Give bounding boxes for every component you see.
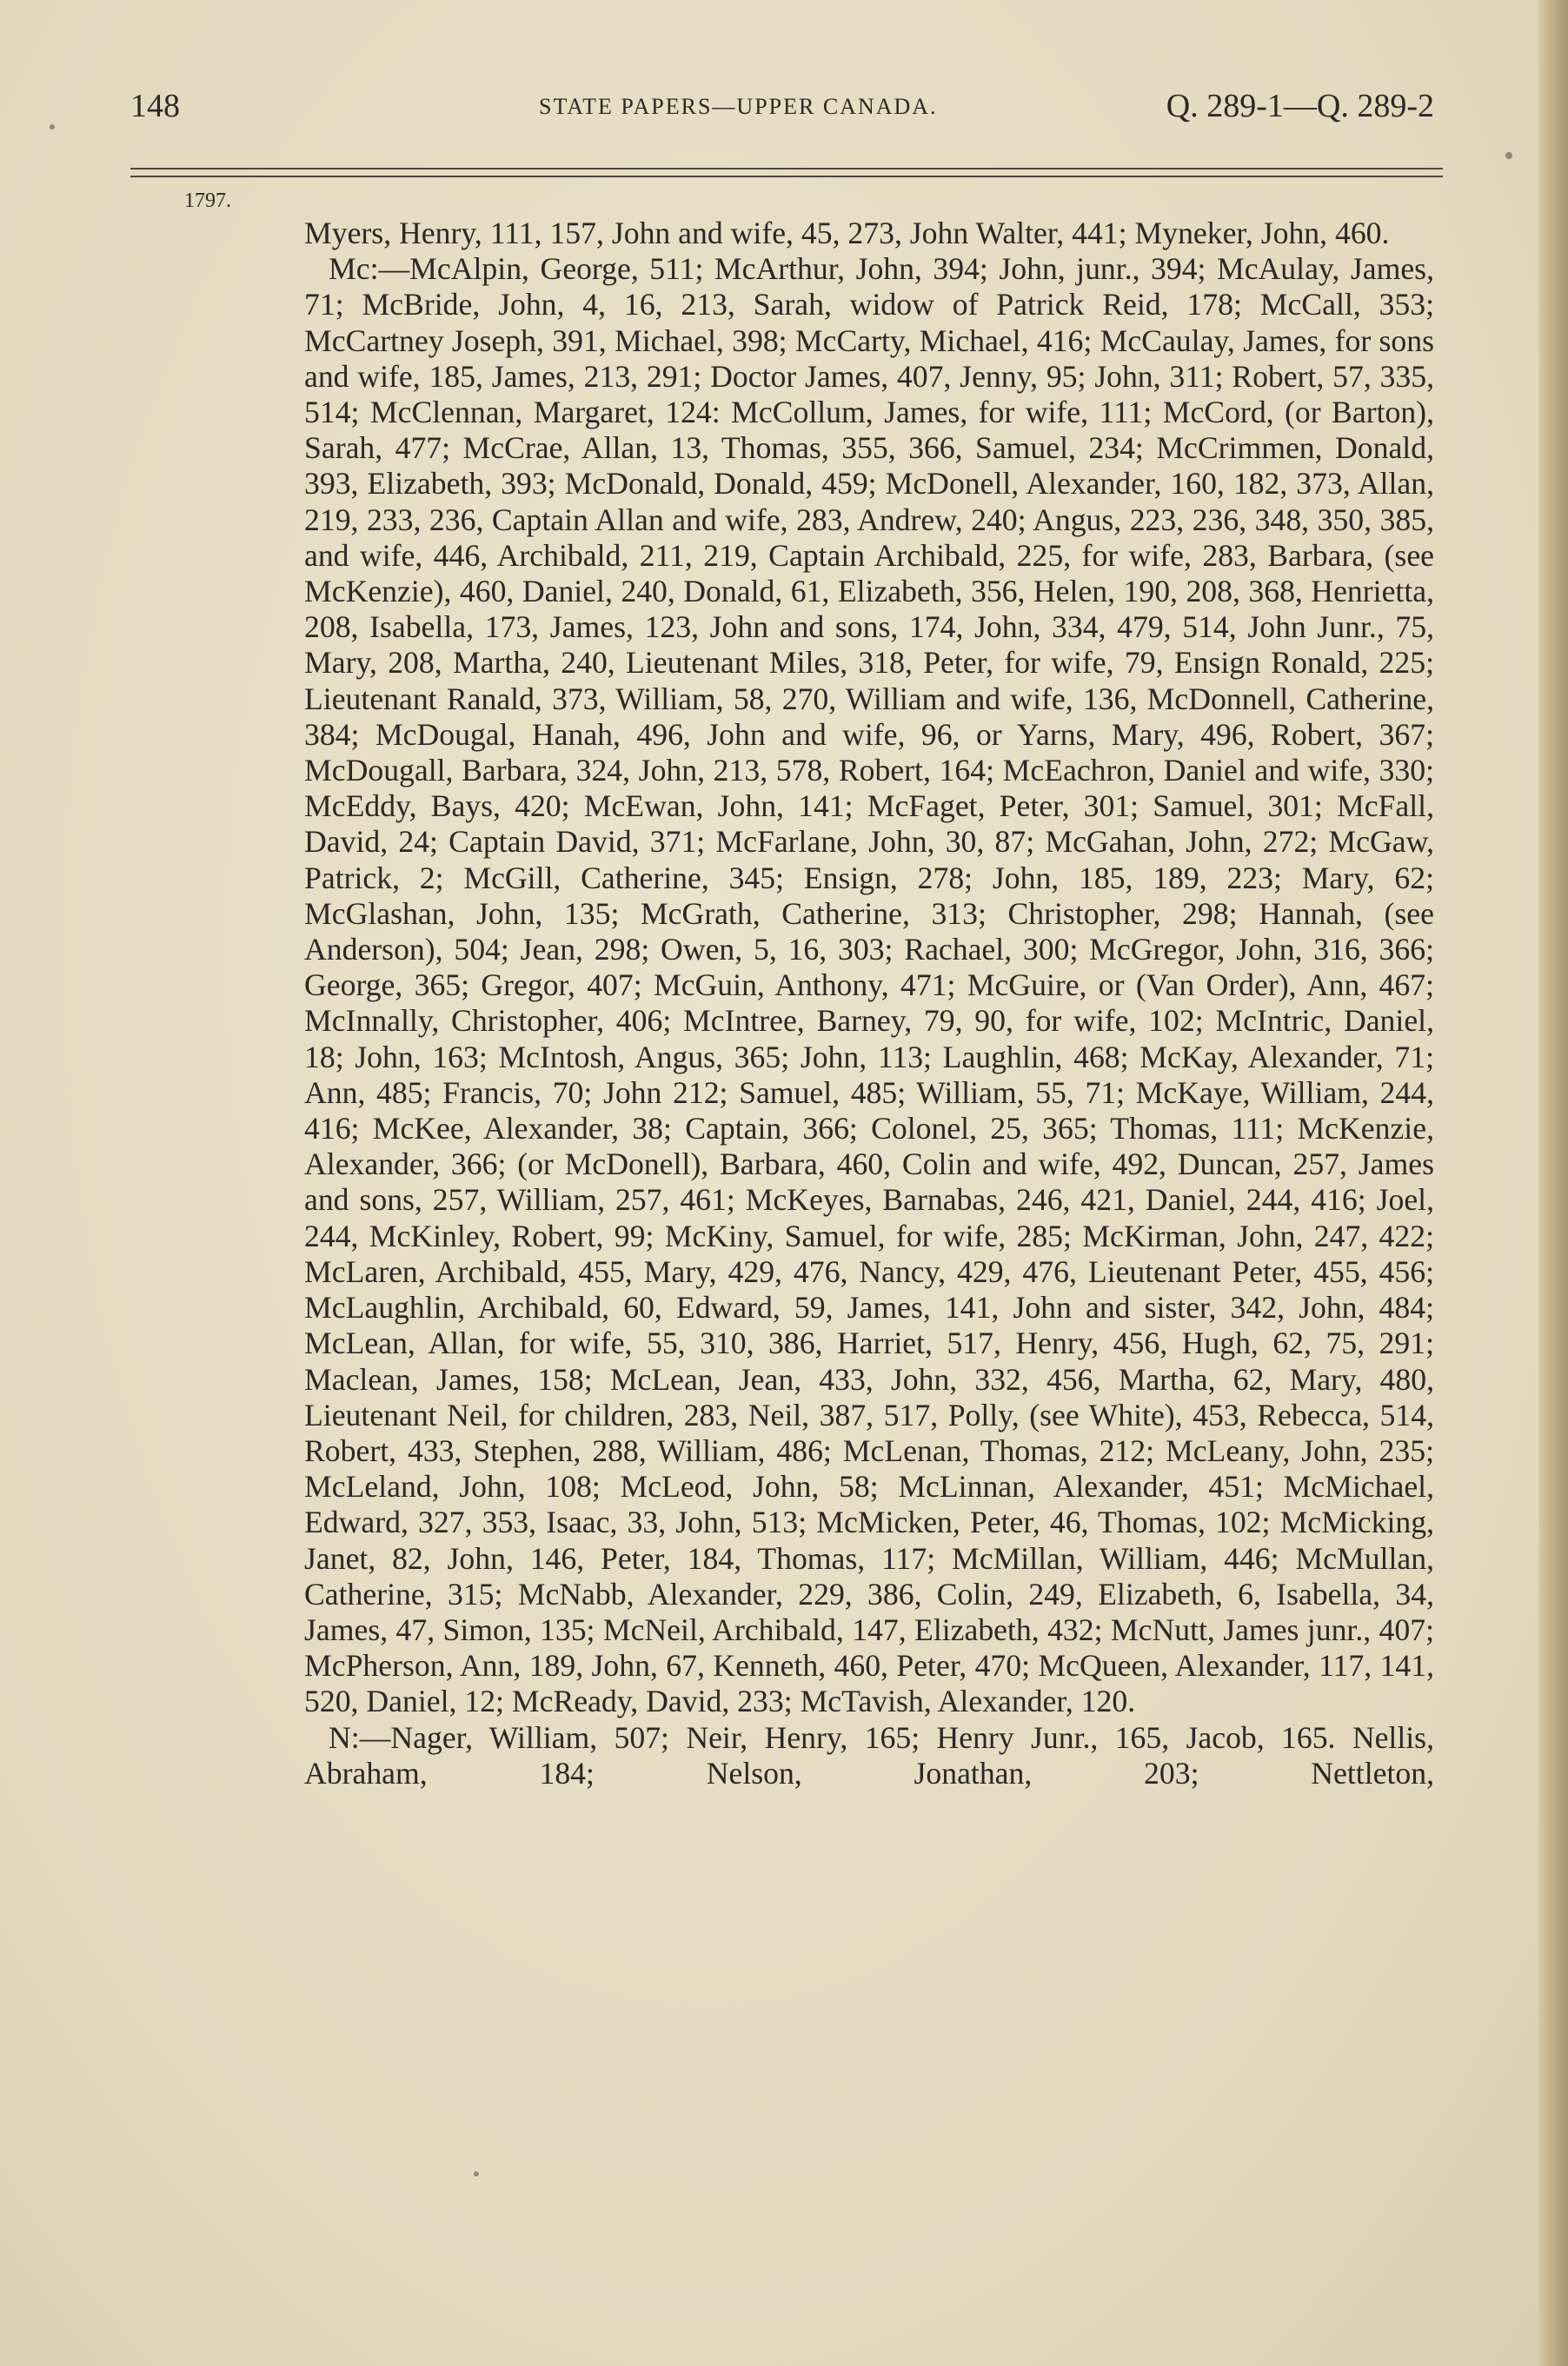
index-paragraph-n: N:—Nager, William, 507; Neir, Henry, 165; Henry Junr., 165, Jacob, 165. Nellis, Abraham, 184; Nelson, Jonathan, 203; Nettleton, (304, 1719, 1434, 1791)
page-number: 148 (130, 88, 180, 124)
paper-speck (50, 124, 55, 130)
paper-speck (474, 2171, 479, 2177)
page-header (130, 87, 1434, 139)
index-paragraph-mc: Mc:—McAlpin, George, 511; McArthur, John, 394; John, junr., 394; McAulay, James, 71; McBride, John, 4, 16, 213, Sarah, widow of Patrick Reid, 178; McCall, 353; McCartney Joseph, 391, Michael, 398; McCarty, Michael, 416; McCaulay, James, for sons and wife, 185, James, 213, 291; Doctor James, 407, Jenny, 95; John, 311; Robert, 57, 335, 514; McClennan, Margaret, 124: McCollum, James, for wife, 111; McCord, (or Barton), Sarah, 477; McCrae, Allan, 13, Thomas, 355, 366, Samuel, 234; McCrimmen, Donald, 393, Elizabeth, 393; McDonald, Donald, 459; McDonell, Alexander, 160, 182, 373, Allan, 219, 233, 236, Captain Allan and wife, 283, Andrew, 240; Angus, 223, 236, 348, 350, 385, and wife, 446, Archibald, 211, 219, Captain Archibald, 225, for wife, 283, Barbara, (see McKenzie), 460, Daniel, 240, Donald, 61, Elizabeth, 356, Helen, 190, 208, 368, Henrietta, 208, Isabella, 173, James, 123, John and sons, 174, John, 334, 479, 514, John Junr., 75, Mary, 208, Martha, 240, Lieutenant Miles, 318, Peter, for wife, 79, Ensign Ronald, 225; Lieutenant Ranald, 373, William, 58, 270, William and wife, 136, McDonnell, Catherine, 384; McDougal, Hanah, 496, John and wife, 96, or Yarns, Mary, 496, Robert, 367; McDougall, Barbara, 324, John, 213, 578, Robert, 164; McEachron, Daniel and wife, 330; McEddy, Bays, 420; McEwan, John, 141; McFaget, Peter, 301; Samuel, 301; McFall, David, 24; Captain David, 371; McFarlane, John, 30, 87; McGahan, John, 272; McGaw, Patrick, 2; McGill, Catherine, 345; Ensign, 278; John, 185, 189, 223; Mary, 62; McGlashan, John, 135; McGrath, Catherine, 313; Christopher, 298; Hannah, (see Anderson), 504; Jean, 298; Owen, 5, 16, 303; Rachael, 300; McGregor, John, 316, 366; George, 365; Gregor, 407; McGuin, Anthony, 471; McGuire, or (Van Order), Ann, 467; McInnally, Christopher, 406; McIntree, Barney, 79, 90, for wife, 102; McIntric, Daniel, 18; John, 163; McIntosh, Angus, 365; John, 113; Laughlin, 468; McKay, Alexander, 71; Ann, 485; Francis, 70; John 212; Samuel, 485; William, 55, 71; McKaye, William, 244, 416; McKee, Alexander, 38; Captain, 366; Colonel, 25, 365; Thomas, 111; McKenzie, Alexander, 366; (or McDonell), Barbara, 460, Colin and wife, 492, Duncan, 257, James and sons, 257, William, 257, 461; McKeyes, Barnabas, 246, 421, Daniel, 244, 416; Joel, 244, McKinley, Robert, 99; McKiny, Samuel, for wife, 285; McKirman, John, 247, 422; McLaren, Archibald, 455, Mary, 429, 476, Nancy, 429, 476, Lieutenant Peter, 455, 456; McLaughlin, Archibald, 60, Edward, 59, James, 141, John and sister, 342, John, 484; McLean, Allan, for wife, 55, 310, 386, Harriet, 517, Henry, 456, Hugh, 62, 75, 291; Maclean, James, 158; McLean, Jean, 433, John, 332, 456, Martha, 62, Mary, 480, Lieutenant Neil, for children, 283, Neil, 387, 517, Polly, (see White), 453, Rebecca, 514, Robert, 433, Stephen, 288, William, 486; McLenan, Thomas, 212; McLeany, John, 235; McLeland, John, 108; McLeod, John, 58; McLinnan, Alexander, 451; McMichael, Edward, 327, 353, Isaac, 33, John, 513; McMicken, Peter, 46, Thomas, 102; McMicking, Janet, 82, John, 146, Peter, 184, Thomas, 117; McMillan, William, 446; McMullan, Catherine, 315; McNabb, Alexander, 229, 386, Colin, 249, Elizabeth, 6, Isabella, 34, James, 47, Simon, 135; McNeil, Archibald, 147, Elizabeth, 432; McNutt, James junr., 407; McPherson, Ann, 189, John, 67, Kenneth, 460, Peter, 470; McQueen, Alexander, 117, 141, 520, Daniel, 12; McReady, David, 233; McTavish, Alexander, 120. (304, 251, 1434, 1719)
book-spine-shadow (1538, 0, 1568, 2366)
margin-year: 1797. (184, 189, 231, 212)
running-title: STATE PAPERS—UPPER CANADA. (539, 94, 938, 119)
header-rule-bottom (130, 176, 1443, 177)
header-rule-top (130, 168, 1443, 169)
reference-range: Q. 289-1—Q. 289-2 (1166, 88, 1434, 124)
paper-speck (1505, 152, 1512, 159)
index-paragraph-m: Myers, Henry, 111, 157, John and wife, 45, 273, John Walter, 441; Myneker, John, 460. (304, 216, 1390, 250)
index-body (304, 216, 1434, 1791)
